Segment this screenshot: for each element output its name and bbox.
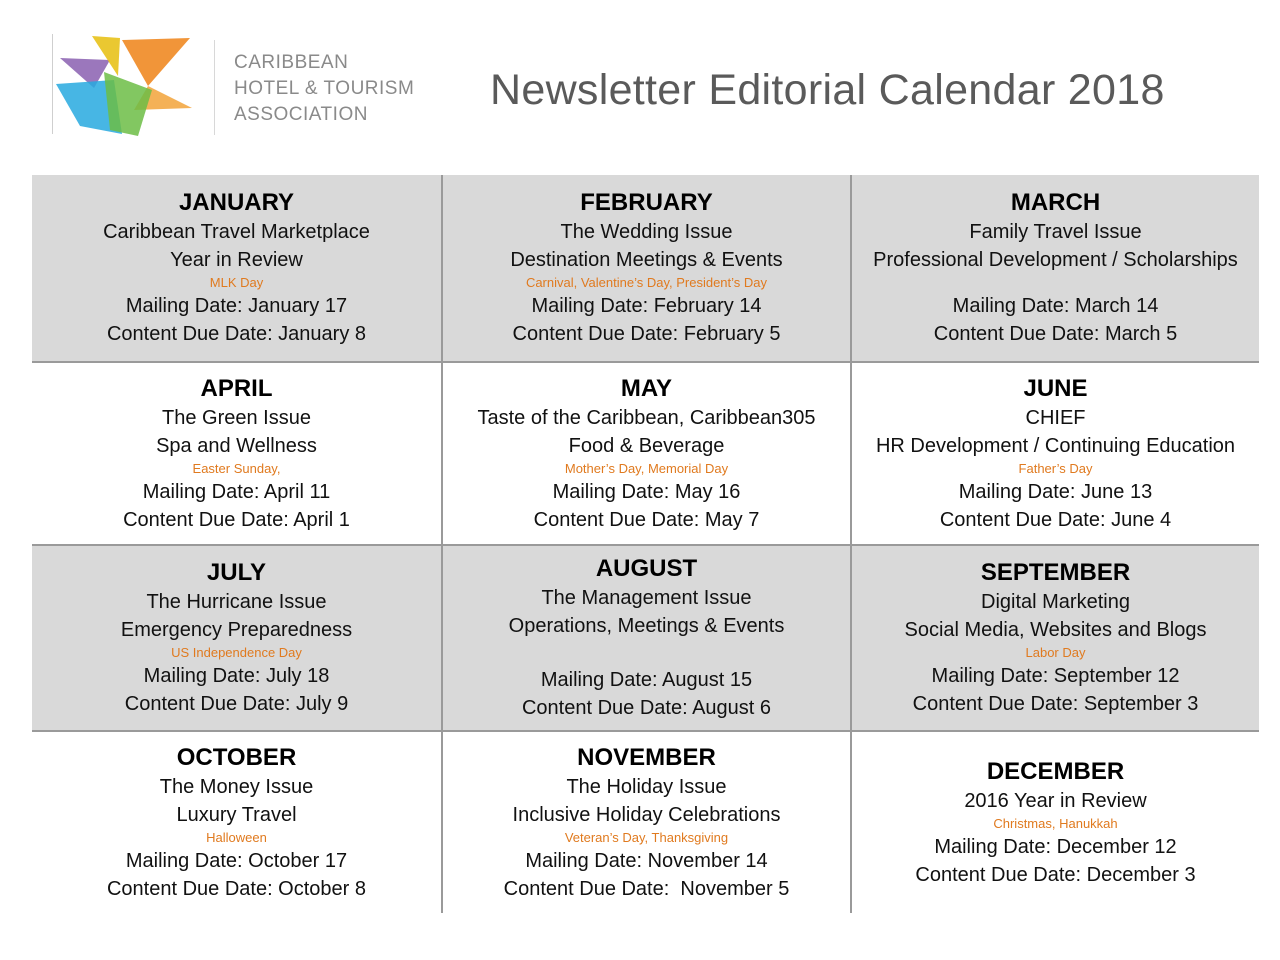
content-due-date: Content Due Date: May 7 [533,508,760,531]
content-due-date: Content Due Date: April 1 [123,508,350,531]
logo-text-line1: CARIBBEAN [234,52,349,73]
content-due-date: Content Due Date: November 5 [503,877,790,900]
month-cell-november [441,732,850,913]
issue-subtheme: Inclusive Holiday Celebrations [512,803,781,826]
issue-theme: Family Travel Issue [969,221,1142,243]
mailing-date: Mailing Date: July 18 [143,665,330,687]
month-name: MAY [620,374,673,402]
content-due-date: Content Due Date: July 9 [124,693,349,715]
month-name: FEBRUARY [580,189,713,216]
logo-text-line2: HOTEL & TOURISM [234,78,415,99]
holidays-note: Carnival, Valentine’s Day, President’s Day [525,275,768,290]
month-cell-october [32,732,441,913]
mailing-date: Mailing Date: June 13 [958,480,1153,503]
calendar-row [32,175,1259,363]
mailing-date: Mailing Date: April 11 [142,480,331,503]
month-name: JUNE [1023,374,1088,402]
holidays-note: Mother’s Day, Memorial Day [564,460,729,476]
month-name: SEPTEMBER [980,559,1131,586]
logo-text-line3: ASSOCIATION [234,104,368,125]
mailing-date: Mailing Date: December 12 [934,835,1177,858]
month-name: JULY [206,559,267,586]
month-cell-july [32,546,441,730]
issue-subtheme: Social Media, Websites and Blogs [904,619,1207,641]
logo-wordmark [234,50,414,128]
month-cell-august [441,546,850,730]
month-name: OCTOBER [176,743,297,771]
star-logo-icon [52,30,197,142]
content-due-date: Content Due Date: December 3 [915,863,1196,886]
issue-theme: The Wedding Issue [560,221,733,243]
logo-separator [214,40,215,135]
issue-subtheme: Operations, Meetings & Events [508,615,785,637]
month-name: APRIL [200,374,273,402]
holidays-note: Labor Day [1025,645,1086,660]
issue-theme: Digital Marketing [981,591,1130,613]
issue-theme: The Green Issue [162,406,311,429]
mailing-date: Mailing Date: January 17 [125,295,348,317]
month-name: MARCH [1010,189,1101,216]
month-name: AUGUST [595,555,698,582]
content-due-date: Content Due Date: August 6 [521,697,772,719]
issue-theme: The Management Issue [541,587,752,609]
month-cell-june [850,363,1259,544]
issue-theme: The Money Issue [159,775,314,798]
mailing-date: Mailing Date: September 12 [931,665,1180,687]
calendar-row [32,546,1259,732]
issue-theme: 2016 Year in Review [964,789,1147,812]
issue-subtheme: Destination Meetings & Events [510,249,783,271]
month-name: JANUARY [178,189,295,216]
page-header [0,0,1280,175]
issue-subtheme: Food & Beverage [568,434,725,457]
content-due-date: Content Due Date: March 5 [933,323,1178,345]
month-name: DECEMBER [986,757,1125,785]
month-cell-march [850,175,1259,361]
holidays-note: Father’s Day [1018,460,1093,476]
holidays-note: US Independence Day [171,645,302,660]
month-cell-september [850,546,1259,730]
issue-theme: CHIEF [1025,406,1086,429]
issue-subtheme: Professional Development / Scholarships [873,249,1238,271]
month-cell-december [850,732,1259,913]
calendar-row [32,732,1259,913]
issue-subtheme: Emergency Preparedness [120,619,353,641]
issue-theme: Caribbean Travel Marketplace [103,221,370,243]
content-due-date: Content Due Date: January 8 [106,323,367,345]
mailing-date: Mailing Date: February 14 [531,295,762,317]
holidays-note: Veteran’s Day, Thanksgiving [564,829,729,845]
content-due-date: Content Due Date: February 5 [512,323,781,345]
issue-theme: Taste of the Caribbean, Caribbean305 [477,406,816,429]
issue-theme: The Holiday Issue [566,775,727,798]
month-cell-january [32,175,441,361]
blank-line [447,640,846,666]
issue-subtheme: HR Development / Continuing Education [875,434,1236,457]
issue-subtheme: Year in Review [170,249,303,271]
mailing-date: Mailing Date: October 17 [125,849,348,872]
calendar-grid [32,175,1259,913]
page-title: Newsletter Editorial Calendar 2018 [490,66,1165,114]
holidays-note: Halloween [206,829,267,845]
calendar-row [32,363,1259,546]
issue-subtheme: Spa and Wellness [156,434,317,457]
issue-theme: The Hurricane Issue [146,591,327,613]
mailing-date: Mailing Date: May 16 [552,480,741,503]
month-name: NOVEMBER [577,743,716,771]
issue-subtheme: Luxury Travel [176,803,297,826]
mailing-date: Mailing Date: March 14 [952,295,1159,317]
content-due-date: Content Due Date: September 3 [912,693,1199,715]
content-due-date: Content Due Date: October 8 [106,877,367,900]
month-cell-april [32,363,441,544]
mailing-date: Mailing Date: August 15 [540,669,753,691]
mailing-date: Mailing Date: November 14 [525,849,768,872]
month-cell-may [441,363,850,544]
content-due-date: Content Due Date: June 4 [939,508,1172,531]
holidays-note: MLK Day [209,275,264,290]
holidays-note: Christmas, Hanukkah [993,815,1118,831]
blank-line [856,274,1255,292]
holidays-note: Easter Sunday, [192,460,281,476]
month-cell-february [441,175,850,361]
